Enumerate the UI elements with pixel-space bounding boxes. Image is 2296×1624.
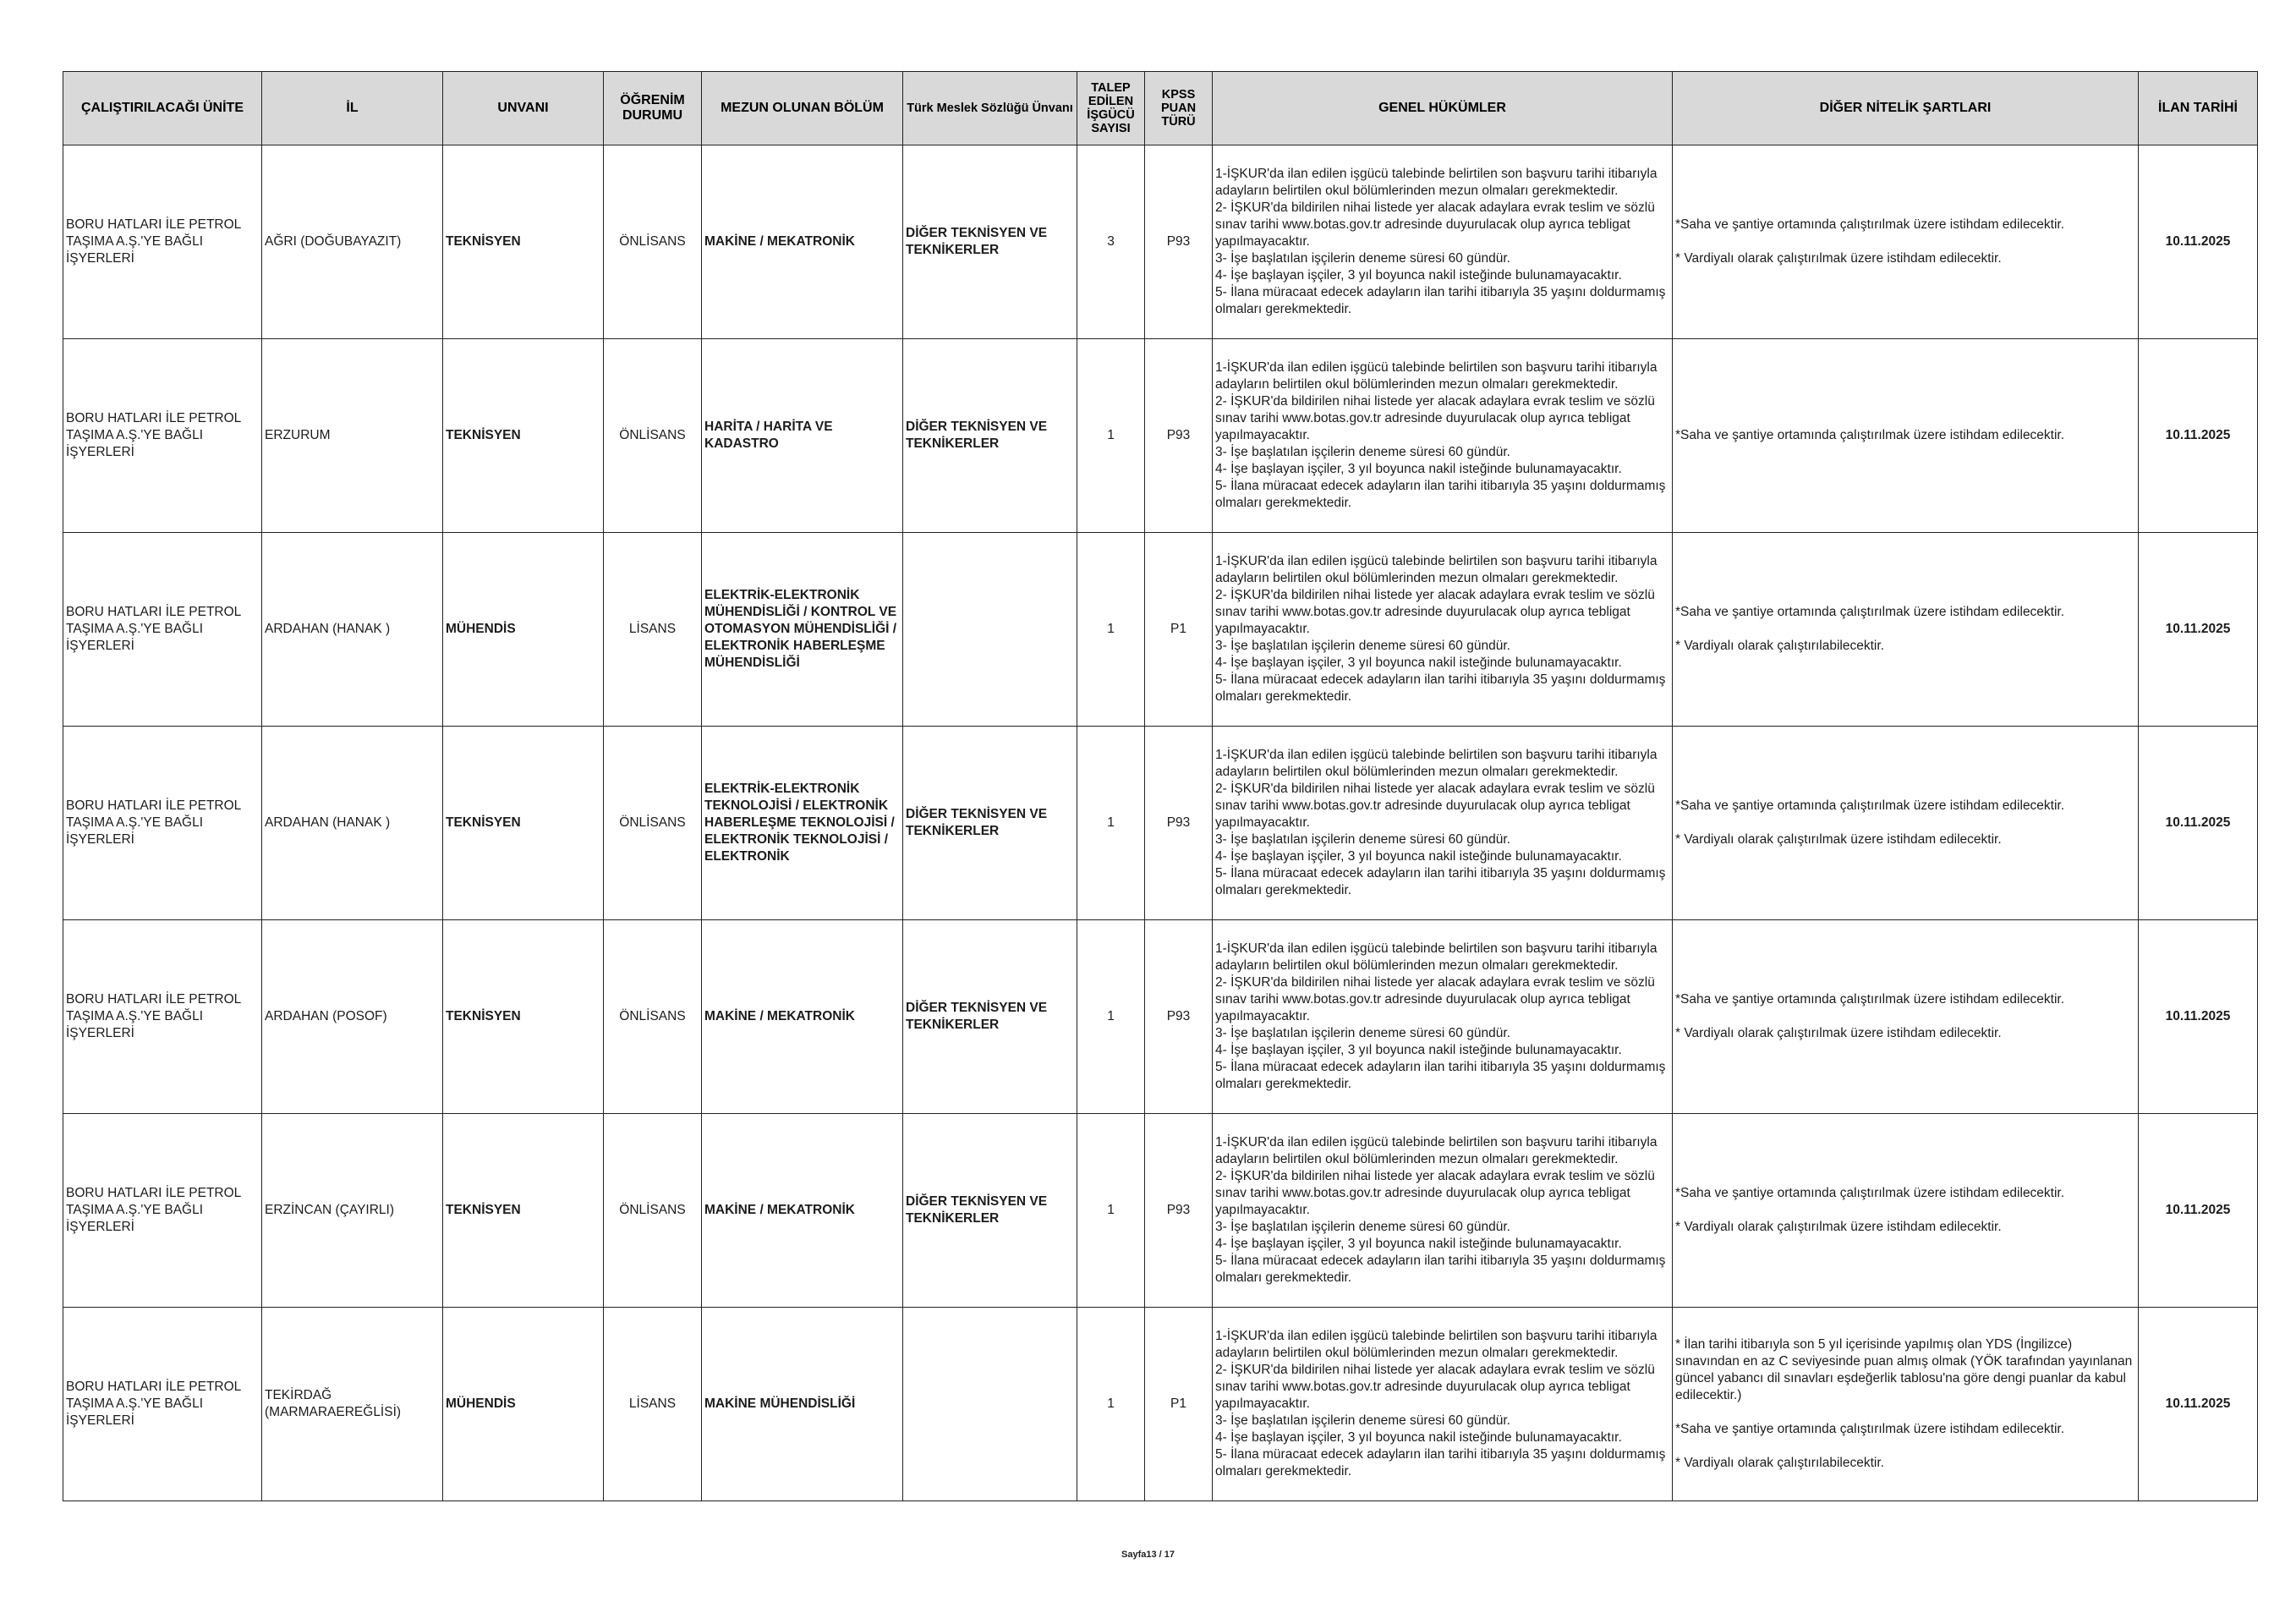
genel-hukum-item: 3- İşe başlatılan işçilerin deneme süresi 60 gündür. xyxy=(1215,444,1510,459)
genel-hukum-item: 4- İşe başlayan işçiler, 3 yıl boyunca nakil isteğinde bulunamayacaktır. xyxy=(1215,1429,1622,1445)
cell-genel-hukumler xyxy=(1213,533,1673,727)
diger-sart-item: *Saha ve şantiye ortamında çalıştırılmak üzere istihdam edilecektir. xyxy=(1675,1421,2065,1436)
cell-diger-sartlar xyxy=(1673,145,2139,339)
cell-il: ARDAHAN (HANAK ) xyxy=(262,533,443,727)
genel-hukum-item: 4- İşe başlayan işçiler, 3 yıl boyunca nakil isteğinde bulunamayacaktır. xyxy=(1215,267,1622,283)
genel-hukum-item: 2- İŞKUR'da bildirilen nihai listede yer alacak adaylara evrak teslim ve sözlü sınav tarihi www.botas.gov.tr adresinde duyurulacak olup ayrıca tebligat yapılmayacaktır. xyxy=(1215,782,1655,830)
cell-ilan-tarihi: 10.11.2025 xyxy=(2139,1114,2258,1308)
cell-meslek: DİĞER TEKNİSYEN VE TEKNİKERLER xyxy=(903,727,1077,920)
cell-unvani: TEKNİSYEN xyxy=(443,920,604,1114)
cell-ogrenim: ÖNLİSANS xyxy=(604,1114,702,1308)
header-unite: ÇALIŞTIRILACAĞI ÜNİTE xyxy=(63,72,262,145)
cell-ilan-tarihi: 10.11.2025 xyxy=(2139,1308,2258,1501)
cell-unvani: MÜHENDİS xyxy=(443,533,604,727)
header-genel: GENEL HÜKÜMLER xyxy=(1213,72,1673,145)
cell-unvani: MÜHENDİS xyxy=(443,1308,604,1501)
header-row xyxy=(63,72,2258,145)
cell-unvani: TEKNİSYEN xyxy=(443,339,604,533)
diger-sart-item: * İlan tarihi itibarıyla son 5 yıl içerisinde yapılmış olan YDS (İngilizce) sınavından en az C seviyesinde puan almış olmak (YÖK tarafından yayınlanan güncel yabancı dil sınavları eşdeğerlik tablosu'na göre dengi puanlar da kabul edilecektir.) xyxy=(1675,1337,2133,1402)
table-row xyxy=(63,145,2258,339)
cell-ilan-tarihi: 10.11.2025 xyxy=(2139,727,2258,920)
header-bolum: MEZUN OLUNAN BÖLÜM xyxy=(702,72,903,145)
cell-il: ARDAHAN (POSOF) xyxy=(262,920,443,1114)
header-unvani: UNVANI xyxy=(443,72,604,145)
spacer xyxy=(1675,1008,2135,1025)
cell-diger-sartlar xyxy=(1673,727,2139,920)
cell-kpss: P93 xyxy=(1145,145,1213,339)
genel-hukum-item: 5- İlana müracaat edecek adayların ilan tarihi itibarıyla 35 yaşını doldurmamış olmaları gerekmektedir. xyxy=(1215,1059,1666,1091)
table-header xyxy=(63,72,2258,145)
cell-diger-sartlar xyxy=(1673,1114,2139,1308)
cell-ogrenim: ÖNLİSANS xyxy=(604,339,702,533)
cell-il: AĞRI (DOĞUBAYAZIT) xyxy=(262,145,443,339)
spacer xyxy=(1675,621,2135,638)
cell-talep: 1 xyxy=(1077,920,1145,1114)
cell-talep: 3 xyxy=(1077,145,1145,339)
header-talep: TALEP EDİLEN İŞGÜCÜ SAYISI xyxy=(1077,72,1145,145)
spacer xyxy=(1675,1404,2135,1421)
cell-kpss: P93 xyxy=(1145,1114,1213,1308)
genel-hukum-item: 3- İşe başlatılan işçilerin deneme süresi 60 gündür. xyxy=(1215,250,1510,266)
header-il: İL xyxy=(262,72,443,145)
cell-diger-sartlar xyxy=(1673,1308,2139,1501)
diger-sart-item: * Vardiyalı olarak çalıştırılmak üzere istihdam edilecektir. xyxy=(1675,1220,2002,1234)
diger-sart-item: * Vardiyalı olarak çalıştırılabilecektir. xyxy=(1675,1455,1884,1470)
cell-meslek: DİĞER TEKNİSYEN VE TEKNİKERLER xyxy=(903,920,1077,1114)
cell-talep: 1 xyxy=(1077,1114,1145,1308)
cell-ilan-tarihi: 10.11.2025 xyxy=(2139,339,2258,533)
cell-diger-sartlar xyxy=(1673,339,2139,533)
cell-genel-hukumler xyxy=(1213,1308,1673,1501)
genel-hukum-item: 1-İŞKUR'da ilan edilen işgücü talebinde belirtilen son başvuru tarihi itibarıyla adayların belirtilen okul bölümlerinden mezun olmaları gerekmektedir. xyxy=(1215,554,1658,586)
genel-hukum-item: 1-İŞKUR'da ilan edilen işgücü talebinde belirtilen son başvuru tarihi itibarıyla adayların belirtilen okul bölümlerinden mezun olmaları gerekmektedir. xyxy=(1215,1135,1658,1167)
cell-bolum: MAKİNE / MEKATRONİK xyxy=(702,145,903,339)
genel-hukum-item: 1-İŞKUR'da ilan edilen işgücü talebinde belirtilen son başvuru tarihi itibarıyla adayların belirtilen okul bölümlerinden mezun olmaları gerekmektedir. xyxy=(1215,360,1658,392)
genel-hukum-item: 2- İŞKUR'da bildirilen nihai listede yer alacak adaylara evrak teslim ve sözlü sınav tarihi www.botas.gov.tr adresinde duyurulacak olup ayrıca tebligat yapılmayacaktır. xyxy=(1215,200,1655,249)
cell-il: ERZİNCAN (ÇAYIRLI) xyxy=(262,1114,443,1308)
genel-hukum-item: 2- İŞKUR'da bildirilen nihai listede yer alacak adaylara evrak teslim ve sözlü sınav tarihi www.botas.gov.tr adresinde duyurulacak olup ayrıca tebligat yapılmayacaktır. xyxy=(1215,975,1655,1023)
cell-ilan-tarihi: 10.11.2025 xyxy=(2139,145,2258,339)
cell-ilan-tarihi: 10.11.2025 xyxy=(2139,920,2258,1114)
cell-kpss: P93 xyxy=(1145,920,1213,1114)
cell-talep: 1 xyxy=(1077,727,1145,920)
diger-sart-item: *Saha ve şantiye ortamında çalıştırılmak üzere istihdam edilecektir. xyxy=(1675,992,2065,1007)
diger-sart-item: *Saha ve şantiye ortamında çalıştırılmak üzere istihdam edilecektir. xyxy=(1675,605,2065,620)
cell-talep: 1 xyxy=(1077,533,1145,727)
spacer xyxy=(1675,1202,2135,1219)
cell-il: ARDAHAN (HANAK ) xyxy=(262,727,443,920)
cell-unite: BORU HATLARI İLE PETROL TAŞIMA A.Ş.'YE BAĞLI İŞYERLERİ xyxy=(63,1308,262,1501)
cell-il: TEKİRDAĞ (MARMARAEREĞLİSİ) xyxy=(262,1308,443,1501)
diger-sart-item: *Saha ve şantiye ortamında çalıştırılmak üzere istihdam edilecektir. xyxy=(1675,1186,2065,1201)
cell-talep: 1 xyxy=(1077,339,1145,533)
cell-unite: BORU HATLARI İLE PETROL TAŞIMA A.Ş.'YE BAĞLI İŞYERLERİ xyxy=(63,145,262,339)
genel-hukum-item: 2- İŞKUR'da bildirilen nihai listede yer alacak adaylara evrak teslim ve sözlü sınav tarihi www.botas.gov.tr adresinde duyurulacak olup ayrıca tebligat yapılmayacaktır. xyxy=(1215,1363,1655,1411)
cell-kpss: P93 xyxy=(1145,727,1213,920)
genel-hukum-item: 1-İŞKUR'da ilan edilen işgücü talebinde belirtilen son başvuru tarihi itibarıyla adayların belirtilen okul bölümlerinden mezun olmaları gerekmektedir. xyxy=(1215,1329,1658,1361)
job-listing-table xyxy=(63,71,2258,1501)
header-diger: DİĞER NİTELİK ŞARTLARI xyxy=(1673,72,2139,145)
genel-hukum-item: 5- İlana müracaat edecek adayların ilan tarihi itibarıyla 35 yaşını doldurmamış olmaları gerekmektedir. xyxy=(1215,478,1666,510)
cell-bolum: ELEKTRİK-ELEKTRONİK MÜHENDİSLİĞİ / KONTROL VE OTOMASYON MÜHENDİSLİĞİ / ELEKTRONİK HABERLEŞME MÜHENDİSLİĞİ xyxy=(702,533,903,727)
cell-ogrenim: LİSANS xyxy=(604,533,702,727)
cell-ilan-tarihi: 10.11.2025 xyxy=(2139,533,2258,727)
genel-hukum-item: 2- İŞKUR'da bildirilen nihai listede yer alacak adaylara evrak teslim ve sözlü sınav tarihi www.botas.gov.tr adresinde duyurulacak olup ayrıca tebligat yapılmayacaktır. xyxy=(1215,1169,1655,1217)
cell-unvani: TEKNİSYEN xyxy=(443,727,604,920)
cell-bolum: MAKİNE MÜHENDİSLİĞİ xyxy=(702,1308,903,1501)
diger-sart-item: *Saha ve şantiye ortamında çalıştırılmak üzere istihdam edilecektir. xyxy=(1675,428,2065,442)
cell-talep: 1 xyxy=(1077,1308,1145,1501)
genel-hukum-item: 3- İşe başlatılan işçilerin deneme süresi 60 gündür. xyxy=(1215,1413,1510,1428)
spacer xyxy=(1675,815,2135,831)
cell-bolum: MAKİNE / MEKATRONİK xyxy=(702,920,903,1114)
cell-meslek xyxy=(903,1308,1077,1501)
page-footer: Sayfa13 / 17 xyxy=(1121,1550,1175,1560)
cell-diger-sartlar xyxy=(1673,533,2139,727)
genel-hukum-item: 2- İŞKUR'da bildirilen nihai listede yer alacak adaylara evrak teslim ve sözlü sınav tarihi www.botas.gov.tr adresinde duyurulacak olup ayrıca tebligat yapılmayacaktır. xyxy=(1215,588,1655,636)
diger-sart-item: * Vardiyalı olarak çalıştırılmak üzere istihdam edilecektir. xyxy=(1675,1026,2002,1040)
table-row xyxy=(63,533,2258,727)
cell-kpss: P1 xyxy=(1145,533,1213,727)
cell-genel-hukumler xyxy=(1213,339,1673,533)
table-row xyxy=(63,920,2258,1114)
cell-unite: BORU HATLARI İLE PETROL TAŞIMA A.Ş.'YE BAĞLI İŞYERLERİ xyxy=(63,727,262,920)
genel-hukum-item: 5- İlana müracaat edecek adayların ilan tarihi itibarıyla 35 yaşını doldurmamış olmaları gerekmektedir. xyxy=(1215,284,1666,316)
genel-hukum-item: 4- İşe başlayan işçiler, 3 yıl boyunca nakil isteğinde bulunamayacaktır. xyxy=(1215,848,1622,864)
spacer xyxy=(1675,1438,2135,1455)
cell-ogrenim: ÖNLİSANS xyxy=(604,145,702,339)
genel-hukum-item: 2- İŞKUR'da bildirilen nihai listede yer alacak adaylara evrak teslim ve sözlü sınav tarihi www.botas.gov.tr adresinde duyurulacak olup ayrıca tebligat yapılmayacaktır. xyxy=(1215,394,1655,442)
cell-meslek: DİĞER TEKNİSYEN VE TEKNİKERLER xyxy=(903,145,1077,339)
cell-unite: BORU HATLARI İLE PETROL TAŞIMA A.Ş.'YE BAĞLI İŞYERLERİ xyxy=(63,533,262,727)
cell-kpss: P1 xyxy=(1145,1308,1213,1501)
genel-hukum-item: 5- İlana müracaat edecek adayların ilan tarihi itibarıyla 35 yaşını doldurmamış olmaları gerekmektedir. xyxy=(1215,1446,1666,1479)
genel-hukum-item: 4- İşe başlayan işçiler, 3 yıl boyunca nakil isteğinde bulunamayacaktır. xyxy=(1215,655,1622,670)
genel-hukum-item: 5- İlana müracaat edecek adayların ilan tarihi itibarıyla 35 yaşını doldurmamış olmaları gerekmektedir. xyxy=(1215,1253,1666,1285)
genel-hukum-item: 3- İşe başlatılan işçilerin deneme süresi 60 gündür. xyxy=(1215,1025,1510,1040)
diger-sart-item: * Vardiyalı olarak çalıştırılmak üzere istihdam edilecektir. xyxy=(1675,251,2002,266)
cell-meslek xyxy=(903,533,1077,727)
header-kpss: KPSS PUAN TÜRÜ xyxy=(1145,72,1213,145)
genel-hukum-item: 4- İşe başlayan işçiler, 3 yıl boyunca nakil isteğinde bulunamayacaktır. xyxy=(1215,1236,1622,1251)
genel-hukum-item: 1-İŞKUR'da ilan edilen işgücü talebinde belirtilen son başvuru tarihi itibarıyla adayların belirtilen okul bölümlerinden mezun olmaları gerekmektedir. xyxy=(1215,941,1658,974)
diger-sart-item: * Vardiyalı olarak çalıştırılabilecektir. xyxy=(1675,639,1884,653)
cell-unvani: TEKNİSYEN xyxy=(443,1114,604,1308)
genel-hukum-item: 3- İşe başlatılan işçilerin deneme süresi 60 gündür. xyxy=(1215,638,1510,653)
cell-ogrenim: ÖNLİSANS xyxy=(604,920,702,1114)
genel-hukum-item: 5- İlana müracaat edecek adayların ilan tarihi itibarıyla 35 yaşını doldurmamış olmaları gerekmektedir. xyxy=(1215,672,1666,704)
spacer xyxy=(1675,233,2135,250)
header-ogrenim: ÖĞRENİM DURUMU xyxy=(604,72,702,145)
cell-genel-hukumler xyxy=(1213,1114,1673,1308)
cell-bolum: HARİTA / HARİTA VE KADASTRO xyxy=(702,339,903,533)
genel-hukum-item: 4- İşe başlayan işçiler, 3 yıl boyunca nakil isteğinde bulunamayacaktır. xyxy=(1215,1042,1622,1057)
genel-hukum-item: 5- İlana müracaat edecek adayların ilan tarihi itibarıyla 35 yaşını doldurmamış olmaları gerekmektedir. xyxy=(1215,865,1666,897)
table-body xyxy=(63,145,2258,1501)
cell-ogrenim: ÖNLİSANS xyxy=(604,727,702,920)
table-row xyxy=(63,339,2258,533)
table-row xyxy=(63,727,2258,920)
genel-hukum-item: 3- İşe başlatılan işçilerin deneme süresi 60 gündür. xyxy=(1215,831,1510,847)
cell-unvani: TEKNİSYEN xyxy=(443,145,604,339)
cell-meslek: DİĞER TEKNİSYEN VE TEKNİKERLER xyxy=(903,1114,1077,1308)
cell-genel-hukumler xyxy=(1213,727,1673,920)
genel-hukum-item: 1-İŞKUR'da ilan edilen işgücü talebinde belirtilen son başvuru tarihi itibarıyla adayların belirtilen okul bölümlerinden mezun olmaları gerekmektedir. xyxy=(1215,748,1658,780)
cell-unite: BORU HATLARI İLE PETROL TAŞIMA A.Ş.'YE BAĞLI İŞYERLERİ xyxy=(63,339,262,533)
cell-meslek: DİĞER TEKNİSYEN VE TEKNİKERLER xyxy=(903,339,1077,533)
header-meslek: Türk Meslek Sözlüğü Ünvanı xyxy=(903,72,1077,145)
cell-unite: BORU HATLARI İLE PETROL TAŞIMA A.Ş.'YE BAĞLI İŞYERLERİ xyxy=(63,1114,262,1308)
cell-ogrenim: LİSANS xyxy=(604,1308,702,1501)
cell-unite: BORU HATLARI İLE PETROL TAŞIMA A.Ş.'YE BAĞLI İŞYERLERİ xyxy=(63,920,262,1114)
genel-hukum-item: 3- İşe başlatılan işçilerin deneme süresi 60 gündür. xyxy=(1215,1219,1510,1234)
diger-sart-item: *Saha ve şantiye ortamında çalıştırılmak üzere istihdam edilecektir. xyxy=(1675,217,2065,233)
genel-hukum-item: 4- İşe başlayan işçiler, 3 yıl boyunca nakil isteğinde bulunamayacaktır. xyxy=(1215,461,1622,476)
cell-genel-hukumler xyxy=(1213,920,1673,1114)
table-row xyxy=(63,1114,2258,1308)
genel-hukum-item: 1-İŞKUR'da ilan edilen işgücü talebinde belirtilen son başvuru tarihi itibarıyla adayların belirtilen okul bölümlerinden mezun olmaları gerekmektedir. xyxy=(1215,167,1658,199)
diger-sart-item: *Saha ve şantiye ortamında çalıştırılmak üzere istihdam edilecektir. xyxy=(1675,798,2065,814)
cell-bolum: MAKİNE / MEKATRONİK xyxy=(702,1114,903,1308)
table-row xyxy=(63,1308,2258,1501)
cell-diger-sartlar xyxy=(1673,920,2139,1114)
diger-sart-item: * Vardiyalı olarak çalıştırılmak üzere istihdam edilecektir. xyxy=(1675,832,2002,847)
cell-kpss: P93 xyxy=(1145,339,1213,533)
cell-bolum: ELEKTRİK-ELEKTRONİK TEKNOLOJİSİ / ELEKTRONİK HABERLEŞME TEKNOLOJİSİ / ELEKTRONİK TEKNOLOJİSİ / ELEKTRONİK xyxy=(702,727,903,920)
header-ilan: İLAN TARİHİ xyxy=(2139,72,2258,145)
cell-il: ERZURUM xyxy=(262,339,443,533)
cell-genel-hukumler xyxy=(1213,145,1673,339)
